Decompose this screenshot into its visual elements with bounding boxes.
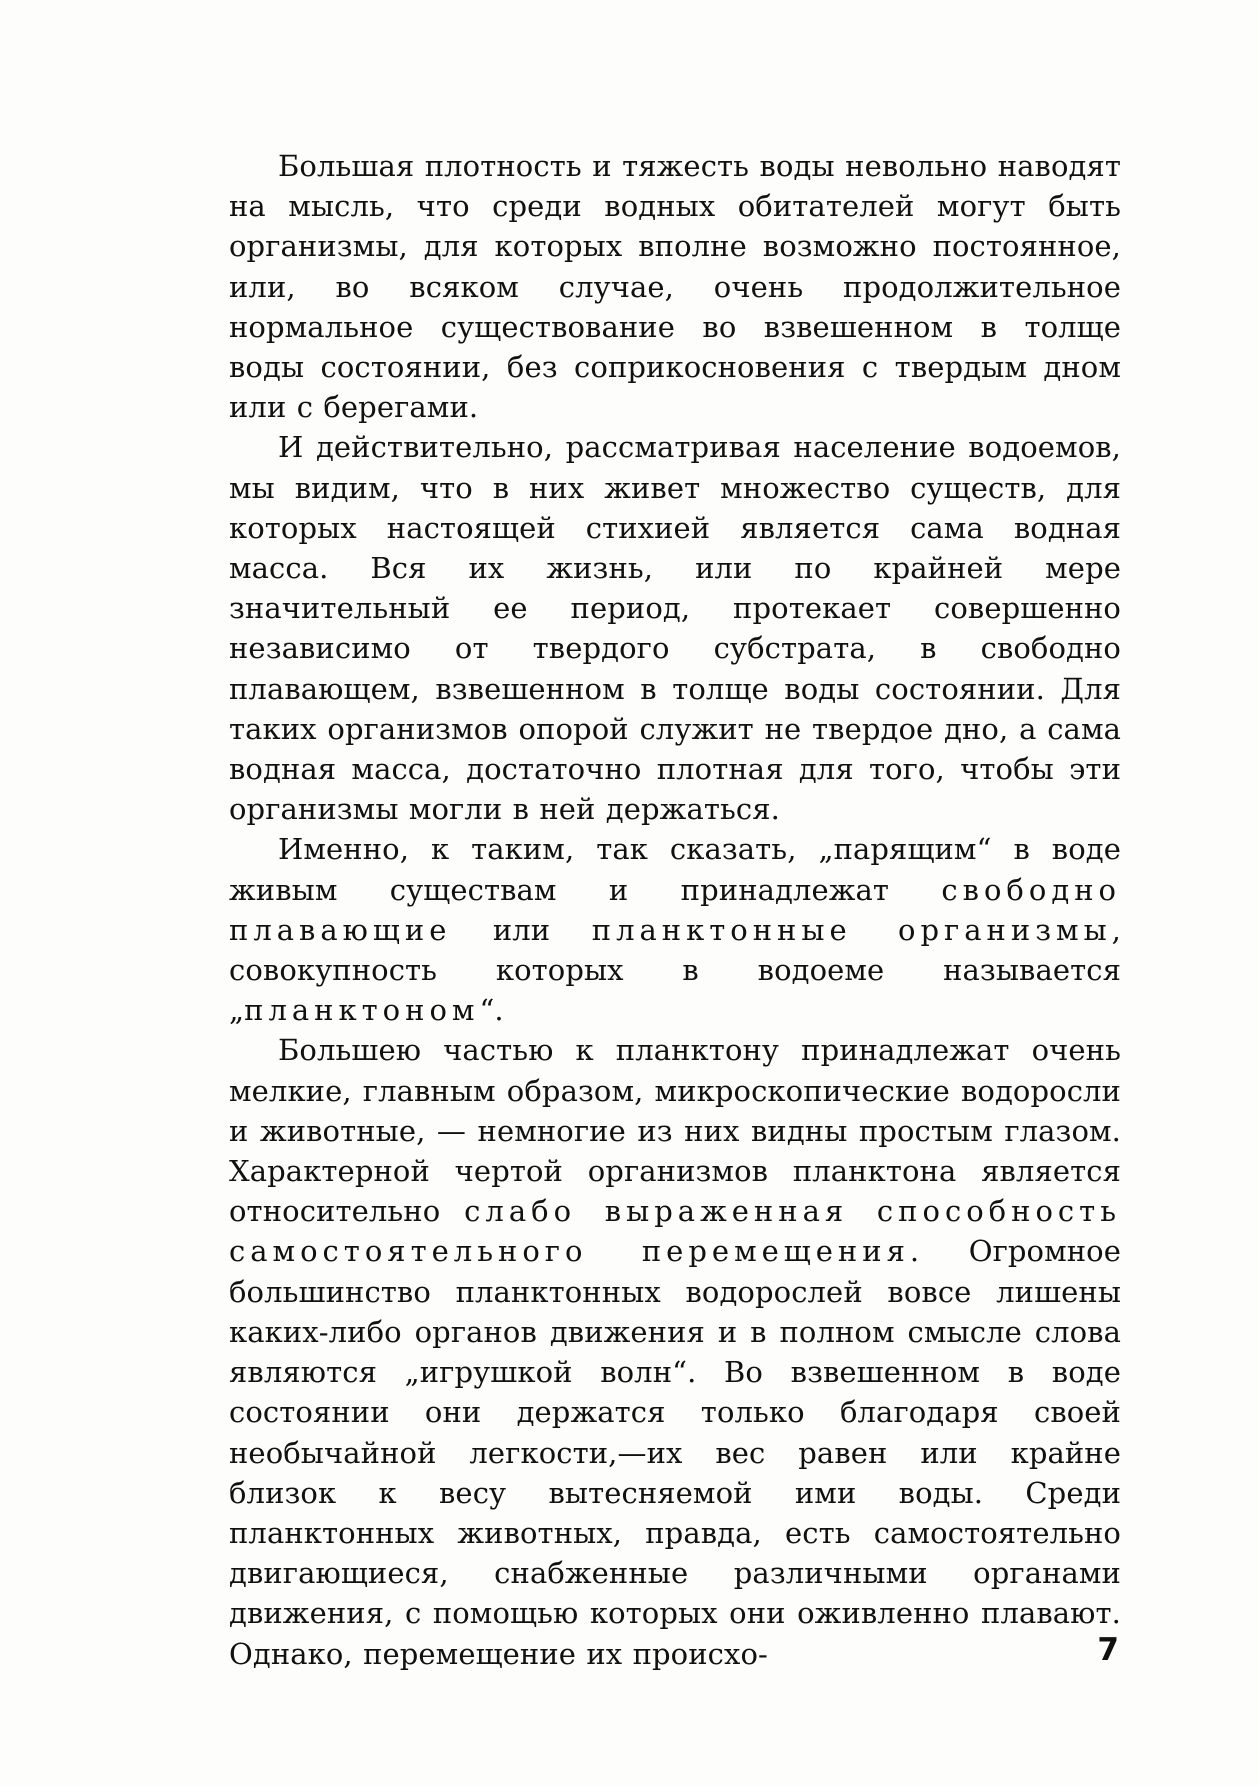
body-text [229, 146, 1121, 1674]
text-run: . Огромное большинство планктонных водорослей вовсе лишены каких-либо органов движения и в полном смысле слова являются „игрушкой волн“. Во взвешенном в воде состоянии они держатся только благодаря своей необычайной легкости,—их вес равен или крайне близок к весу вытесняемой ими воды. Среди планктонных животных, правда, есть самостоятельно двигающиеся, снабженные различными органами движения, с помощью которых они оживленно плавают. Однако, перемещение их происхо- [229, 1234, 1121, 1671]
spaced-term: слабо выраженная способность самостоятельного перемещения [229, 1194, 1121, 1269]
text-run: “. [479, 993, 504, 1028]
text-run: Именно, к таким, так сказать, „парящим“ в воде живым существам и принадлежат [229, 832, 1121, 907]
paragraph-2: И действительно, рассматривая население водоемов, мы видим, что в них живет множество существ, для которых настоящей стихией является сама водная масса. Вся их жизнь, или по крайней мере значительный ее период, протекает совершенно независимо от твердого субстрата, в свободно плавающем, взвешенном в толще воды состоянии. Для таких организмов опорой служит не твердое дно, а сама водная масса, достаточно плотная для того, чтобы эти организмы могли в ней держаться. [229, 430, 1121, 827]
spaced-term: планктонные организмы [591, 912, 1112, 947]
spaced-term: планктоном [244, 993, 480, 1028]
text-run: , совокупность которых в водоеме называется „ [229, 912, 1121, 1028]
spaced-term: свободно плавающие [229, 872, 1121, 947]
paragraph-3 [229, 829, 1121, 1030]
text-run: или [451, 912, 592, 947]
paragraph-4 [229, 1030, 1121, 1673]
page-number: 7 [1097, 1632, 1119, 1668]
paragraph-1: Большая плотность и тяжесть воды невольно наводят на мысль, что среди водных обитателей могут быть организмы, для которых вполне возможно постоянное, или, во всяком случае, очень продолжительное нормальное существование во взвешенном в толще воды состоянии, без соприкосновения с твердым дном или с берегами. [229, 149, 1121, 425]
text-run: Большею частью к планктону принадлежат очень мелкие, главным образом, микроскопические водоросли и животные, — немногие из них видны простым глазом. Характерной чертой организмов планктона является относительно [229, 1033, 1121, 1229]
